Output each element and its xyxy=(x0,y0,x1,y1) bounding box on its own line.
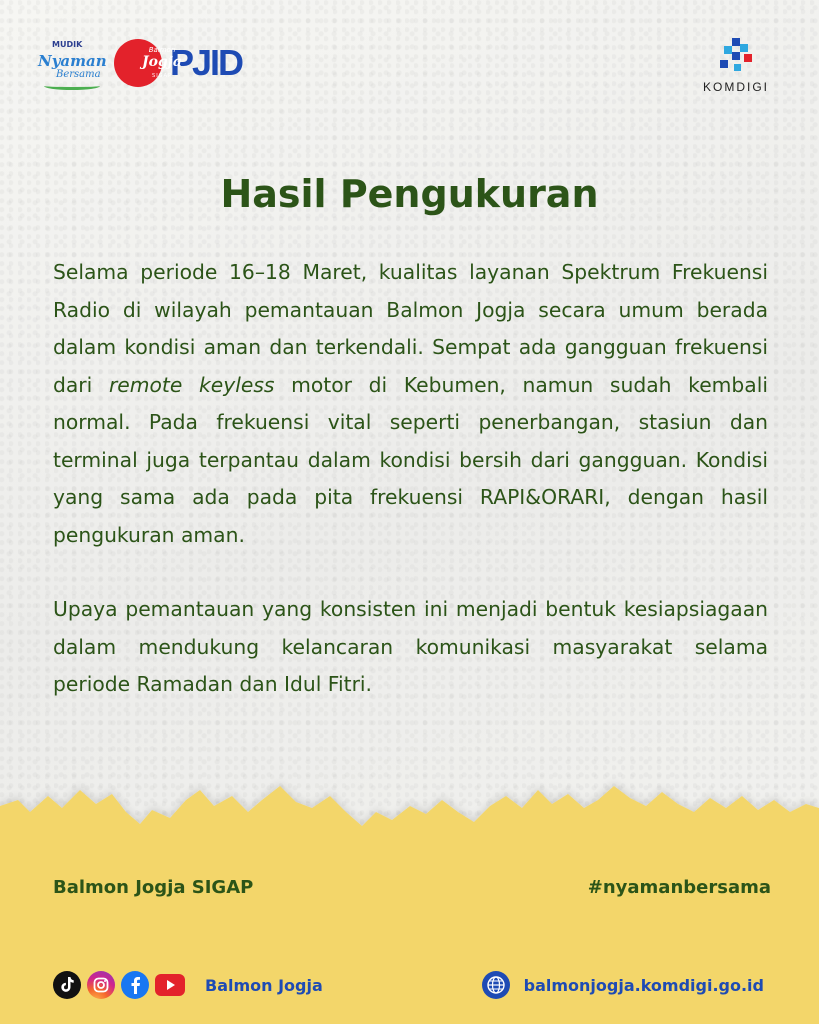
mudik-nyaman-bersama-logo xyxy=(38,38,106,88)
jogja-logo-line3: SIGAP xyxy=(152,73,172,79)
body-text xyxy=(53,254,768,704)
partner-logos xyxy=(38,38,242,88)
komdigi-logo xyxy=(703,38,769,94)
paragraph-1 xyxy=(53,254,768,554)
jogja-logo-line1: Balmon xyxy=(148,46,176,54)
instagram-icon[interactable] xyxy=(87,971,115,999)
website-url[interactable]: balmonjogja.komdigi.go.id xyxy=(523,975,764,995)
youtube-icon[interactable] xyxy=(155,971,185,999)
paragraph-2: Upaya pemantauan yang konsisten ini menjadi bentuk kesiapsiagaan dalam mendukung kelancaran komunikasi masyarakat selama periode Ramadan dan Idul Fitri. xyxy=(53,597,768,696)
website-link[interactable] xyxy=(482,971,764,999)
paragraph-1-italic: remote keyless xyxy=(108,372,275,397)
hashtag: #nyamanbersama xyxy=(587,877,771,898)
tagline-left: Balmon Jogja SIGAP xyxy=(53,877,254,898)
paragraph-1-part-b: motor di Kebumen, namun sudah kembali normal. Pada frekuensi vital seperti penerbangan, stasiun dan terminal juga terpantau dalam kondisi bersih dari gangguan. Kondisi yang sama ada pada pita frekuensi RAPI&ORARI, dengan hasil pengukuran aman. xyxy=(53,372,768,547)
mudik-logo-line1: MUDIK xyxy=(52,40,83,49)
pjid-logo: PJID xyxy=(170,42,243,83)
globe-icon xyxy=(482,971,510,999)
mudik-logo-line3: Bersama xyxy=(56,69,101,80)
jogja-logo-line2: Jogja xyxy=(142,54,182,70)
facebook-icon[interactable] xyxy=(121,971,149,999)
tiktok-icon[interactable] xyxy=(53,971,81,999)
social-handle[interactable]: Balmon Jogja xyxy=(205,975,323,995)
paragraph-1-part-a: Selama periode 16–18 Maret, kualitas layanan Spektrum Frekuensi Radio di wilayah pemantauan Balmon Jogja secara umum berada dalam kondisi aman dan terkendali. Sempat ada gangguan frekuensi dari xyxy=(53,260,768,397)
swoosh-icon xyxy=(44,82,100,90)
balmon-jogja-sigap-logo xyxy=(114,39,182,87)
komdigi-mark-icon xyxy=(716,38,756,74)
komdigi-label: KOMDIGI xyxy=(702,80,769,94)
social-links xyxy=(53,971,323,999)
page-title: Hasil Pengukuran xyxy=(220,172,599,216)
mudik-logo-line2: Nyaman xyxy=(38,52,107,70)
